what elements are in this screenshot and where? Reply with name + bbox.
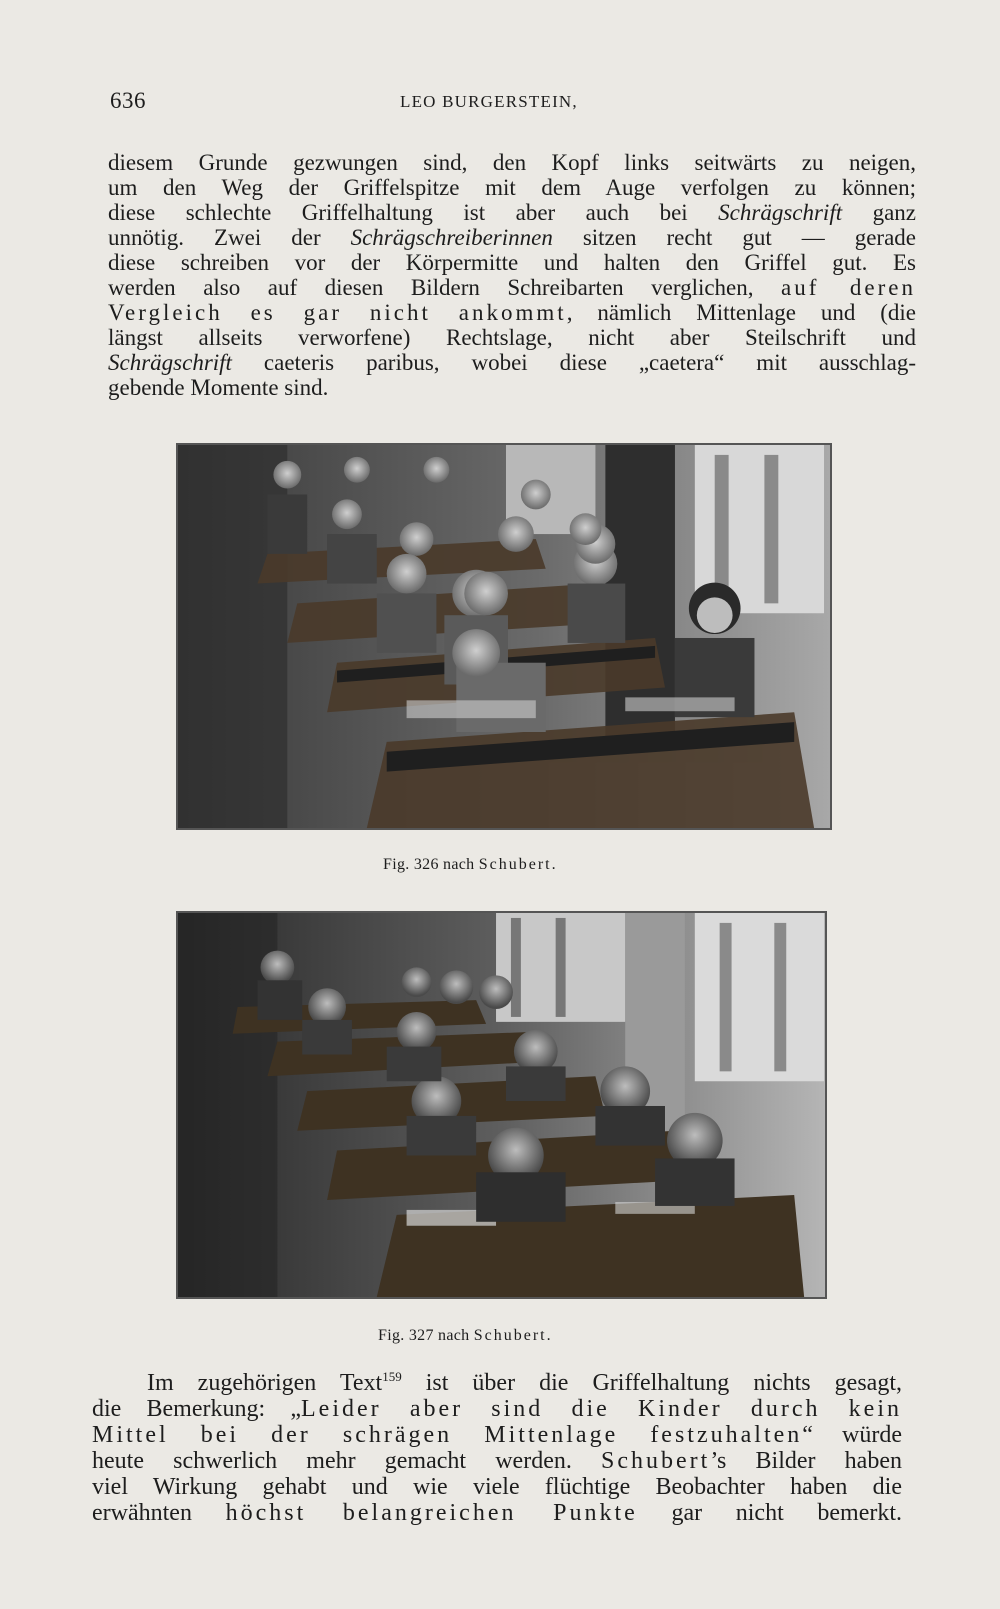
caption-author: Schubert. (478, 856, 558, 873)
text-line (108, 200, 916, 225)
text-line (92, 1448, 902, 1474)
text-line (92, 1422, 902, 1448)
text-line: viel Wirkung gehabt und wie viele flüchtige Beobachter haben die (92, 1474, 902, 1500)
spaced-text: gar nicht ankommt (303, 300, 567, 325)
spaced-text: Leider aber sind die Kinder durch kein (301, 1396, 902, 1422)
page-number: 636 (110, 88, 146, 113)
text-line: gebende Momente sind. (108, 375, 329, 400)
italic-term: Schrägschrift (718, 200, 843, 225)
spaced-text: höchst belangreichen Punkte (225, 1500, 638, 1526)
spaced-text: Schubert (601, 1448, 711, 1474)
caption-author: Schubert. (473, 1327, 553, 1344)
text-span: erwähnten (92, 1500, 226, 1526)
italic-term: Schrägschrift (108, 350, 232, 375)
text-line (108, 225, 916, 250)
caption-text: Fig. 327 nach (378, 1327, 474, 1344)
text-span: “ würde (802, 1422, 902, 1448)
text-line (92, 1500, 902, 1526)
spaced-text: auf deren (781, 275, 916, 300)
footnote-ref: 159 (382, 1369, 402, 1384)
text-span: unnötig. Zwei der (108, 225, 351, 250)
spaced-text: Mittel bei der schrägen Mittenlage festzuhalten (92, 1422, 803, 1448)
figure-photo-327 (176, 911, 827, 1299)
text-line: längst allseits verworfene) Rechtslage, nicht aber Steilschrift und (108, 325, 916, 350)
spaced-text: Vergleich es (108, 300, 304, 325)
text-span: die Bemerkung: „ (92, 1396, 301, 1422)
caption-text: Fig. 326 nach (383, 856, 479, 873)
text-span: caeteris paribus, wobei diese „caetera“ mit ausschlag- (231, 350, 916, 375)
text-line (108, 300, 916, 325)
text-span: diese schlechte Griffelhaltung ist aber auch bei (108, 200, 719, 225)
text-span: gar nicht bemerkt. (637, 1500, 903, 1526)
text-span: sitzen recht gut — gerade (552, 225, 917, 250)
text-span: ’s Bilder haben (710, 1448, 902, 1474)
text-line (108, 275, 916, 300)
running-head: LEO BURGERSTEIN, (400, 92, 578, 111)
text-span: Im zugehörigen Text (147, 1370, 383, 1396)
paragraph-1 (108, 150, 916, 400)
text-span: werden also auf diesen Bildern Schreibarten verglichen, (108, 275, 754, 300)
text-span: heute schwerlich mehr gemacht werden. (92, 1448, 602, 1474)
text-span: ganz (842, 200, 917, 225)
text-line (92, 1396, 902, 1422)
figure-caption-326 (383, 856, 558, 874)
classroom-photo (178, 445, 830, 828)
paragraph-2 (92, 1364, 902, 1526)
italic-term: Schrägschreiberinnen (350, 225, 553, 250)
text-line: diese schreiben vor der Körpermitte und halten den Griffel gut. Es (108, 250, 916, 275)
text-line: um den Weg der Griffelspitze mit dem Auge verfolgen zu können; (108, 175, 916, 200)
figure-caption-327 (378, 1327, 553, 1345)
text-line (92, 1364, 902, 1396)
text-span: , nämlich Mittenlage und (die (566, 300, 916, 325)
page-header (110, 88, 910, 118)
text-line (108, 350, 916, 375)
text-span: ist über die Griffelhaltung nichts gesagt, (401, 1370, 902, 1396)
text-line: diesem Grunde gezwungen sind, den Kopf links seitwärts zu neigen, (108, 150, 916, 175)
figure-photo-326 (176, 443, 832, 830)
classroom-photo (178, 913, 825, 1297)
